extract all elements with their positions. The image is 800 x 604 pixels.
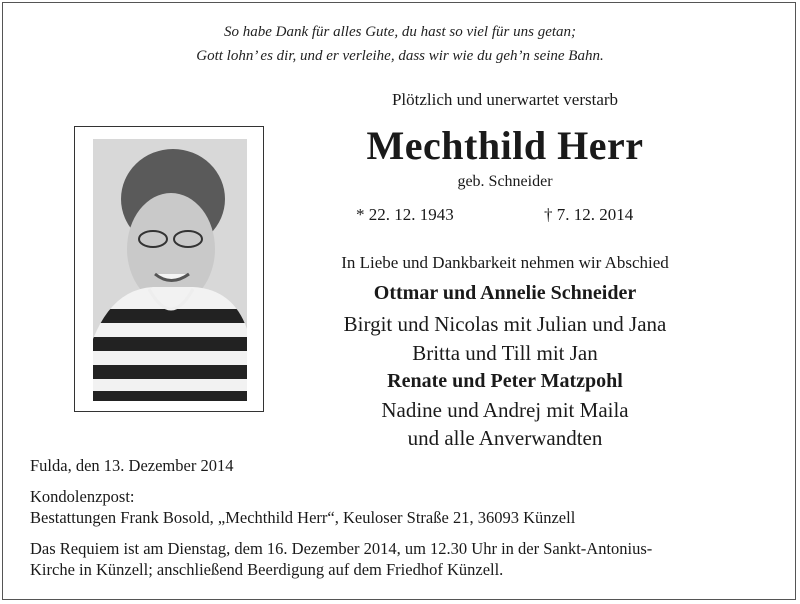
condolence-heading: Kondolenzpost: [30, 487, 135, 506]
mourner-line: Ottmar und Annelie Schneider [373, 282, 637, 304]
mourner-line: Britta und Till mit Jan [412, 341, 598, 365]
place-date: Fulda, den 13. Dezember 2014 [30, 456, 234, 475]
mourner-line: und alle Anverwandten [407, 426, 603, 450]
deceased-name: Mechthild Herr [366, 123, 644, 168]
portrait-photo [93, 139, 247, 401]
birth-name: geb. Schneider [457, 173, 553, 190]
requiem-info-line-2: Kirche in Künzell; anschließend Beerdigung auf dem Friedhof Künzell. [30, 560, 504, 579]
birth-date: * 22. 12. 1943 [356, 205, 454, 224]
mourner-line: Renate und Peter Matzpohl [387, 370, 623, 392]
death-intro: Plötzlich und unerwartet verstarb [391, 90, 619, 109]
death-date: † 7. 12. 2014 [544, 205, 634, 224]
portrait-photo-frame [74, 126, 264, 412]
farewell-line: In Liebe und Dankbarkeit nehmen wir Abschied [341, 253, 669, 272]
motto-line-1: So habe Dank für alles Gute, du hast so viel für uns getan; [223, 24, 577, 40]
mourner-line: Nadine und Andrej mit Maila [381, 398, 629, 422]
condolence-address: Bestattungen Frank Bosold, „Mechthild Herr“, Keuloser Straße 21, 36093 Künzell [30, 508, 576, 527]
requiem-info-line-1: Das Requiem ist am Dienstag, dem 16. Dezember 2014, um 12.30 Uhr in der Sankt-Antonius- [30, 539, 653, 558]
mourner-line: Birgit und Nicolas mit Julian und Jana [343, 312, 667, 336]
motto-line-2: Gott lohn’ es dir, und er verleihe, dass wir wie du geh’n seine Bahn. [196, 48, 604, 64]
